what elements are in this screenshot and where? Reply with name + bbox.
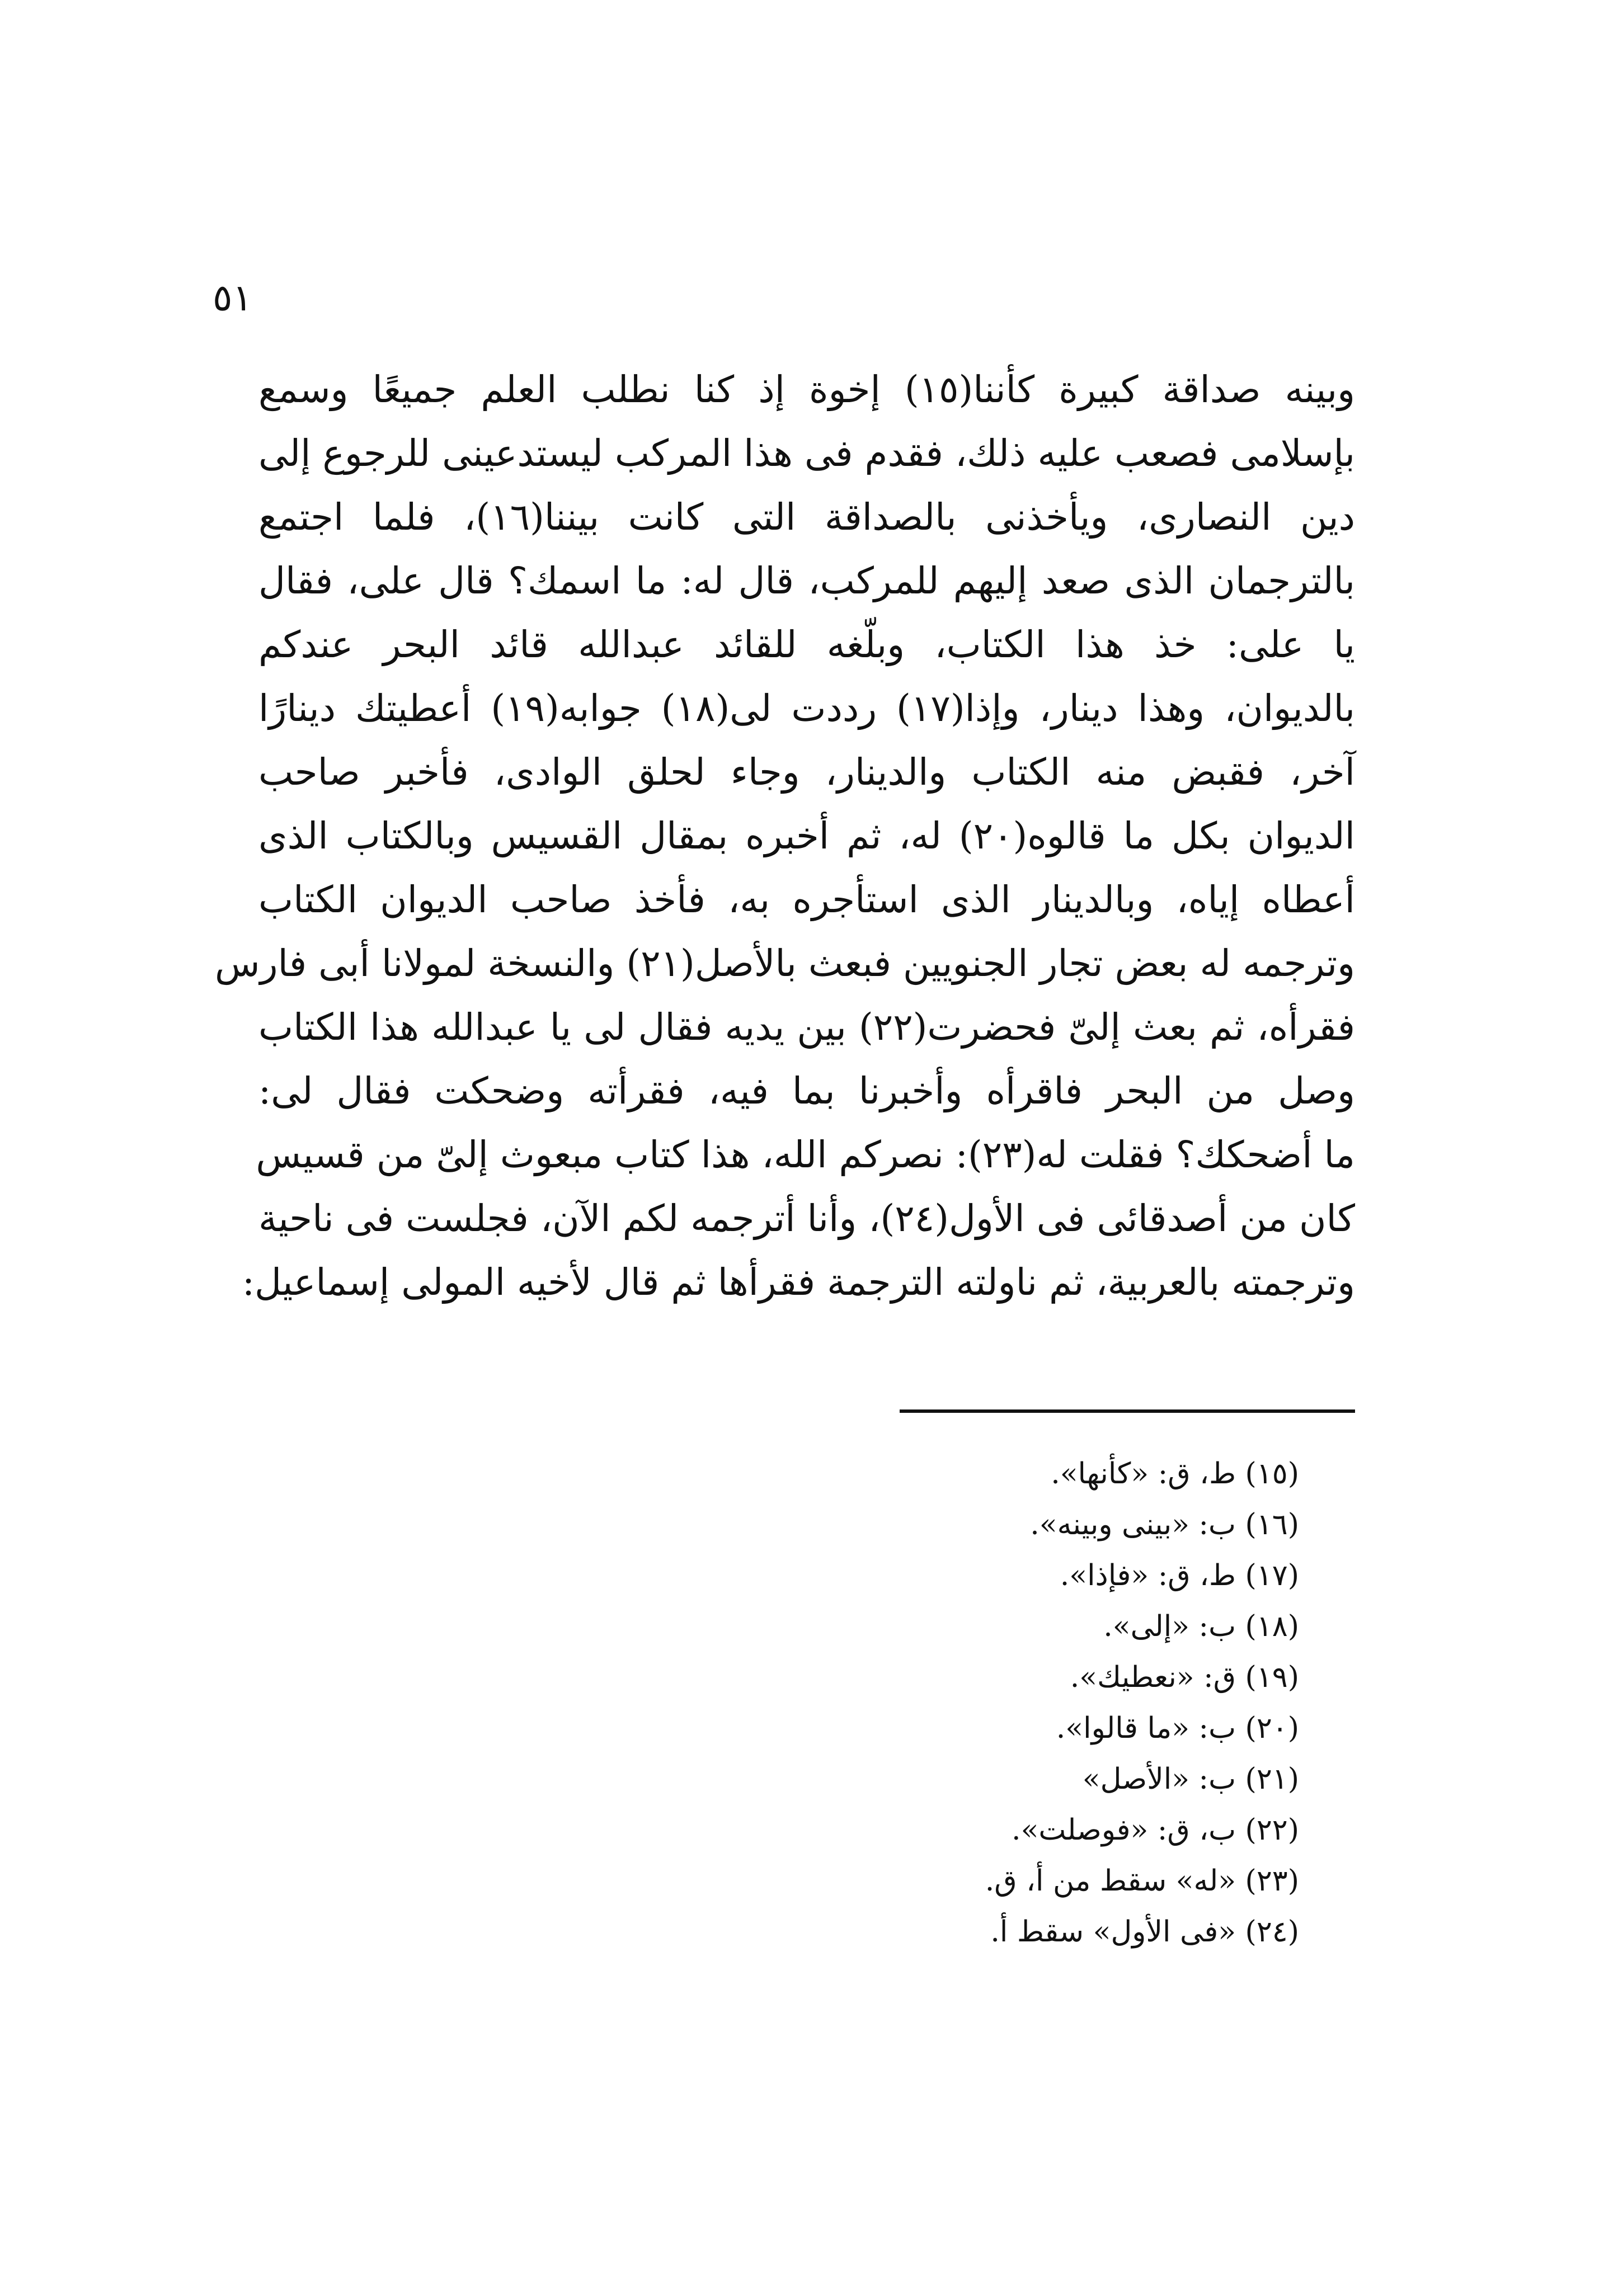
body-line: كان من أصدقائى فى الأول(٢٤)، وأنا أترجمه لكم الآن، فجلست فى ناحية [258,1197,1355,1240]
body-line: يا على: خذ هذا الكتاب، وبلّغه للقائد عبدالله قائد البحر عندكم [258,623,1355,666]
body-text [215,358,1356,1314]
footnote: (١٧) ط، ق: «فإذا». [1060,1559,1299,1592]
footnote: (١٥) ط، ق: «كأنها». [1051,1457,1299,1491]
footnote: (١٦) ب: «بينى وبينه». [1030,1508,1299,1541]
body-line: فقرأه، ثم بعث إلىّ فحضرت(٢٢) بين يديه فقال لى يا عبدالله هذا الكتاب [258,1006,1355,1049]
body-line: آخر، فقبض منه الكتاب والدينار، وجاء لحلق الوادى، فأخبر صاحب [258,751,1356,794]
body-line: بإسلامى فصعب عليه ذلك، فقدم فى هذا المركب ليستدعينى للرجوع إلى [258,432,1355,475]
body-line: وصل من البحر فاقرأه وأخبرنا بما فيه، فقرأته وضحكت فقال لى: [258,1069,1355,1112]
body-line: ما أضحكك؟ فقلت له(٢٣): نصركم الله، هذا كتاب مبعوث إلىّ من قسيس [256,1133,1355,1176]
body-line: بالترجمان الذى صعد إليهم للمركب، قال له: ما اسمك؟ قال على، فقال [258,559,1355,602]
footnote: (٢٠) ب: «ما قالوا». [1056,1712,1299,1745]
footnote: (٢٣) «له» سقط من أ، ق. [985,1864,1299,1898]
footnote: (٢٢) ب، ق: «فوصلت». [1012,1813,1299,1847]
body-line: وترجمته بالعربية، ثم ناولته الترجمة فقرأها ثم قال لأخيه المولى إسماعيل: [242,1261,1355,1304]
footnote: (١٩) ق: «نعطيك». [1070,1661,1299,1694]
footnote: (٢١) ب: «الأصل» [1082,1762,1299,1796]
body-line: وبينه صداقة كبيرة كأننا(١٥) إخوة إذ كنا نطلب العلم جميعًا وسمع [258,368,1356,411]
footnote: (٢٤) «فى الأول» سقط أ. [990,1915,1299,1949]
page-number: ٥١ [213,276,252,319]
body-line: أعطاه إياه، وبالدينار الذى استأجره به، فأخذ صاحب الديوان الكتاب [258,878,1355,921]
body-line: بالديوان، وهذا دينار، وإذا(١٧) رددت لى(١٨) جوابه(١٩) أعطيتك دينارًا [258,687,1355,730]
body-line: دين النصارى، ويأخذنى بالصداقة التى كانت بيننا(١٦)، فلما اجتمع [258,496,1355,539]
body-line: الديوان بكل ما قالوه(٢٠) له، ثم أخبره بمقال القسيس وبالكتاب الذى [258,814,1355,857]
footnote-divider [900,1409,1355,1413]
footnotes [740,1449,1299,1958]
body-line: وترجمه له بعض تجار الجنويين فبعث بالأصل(٢١) والنسخة لمولانا أبى فارس [215,942,1355,985]
footnote: (١٨) ب: «إلى». [1103,1610,1299,1643]
